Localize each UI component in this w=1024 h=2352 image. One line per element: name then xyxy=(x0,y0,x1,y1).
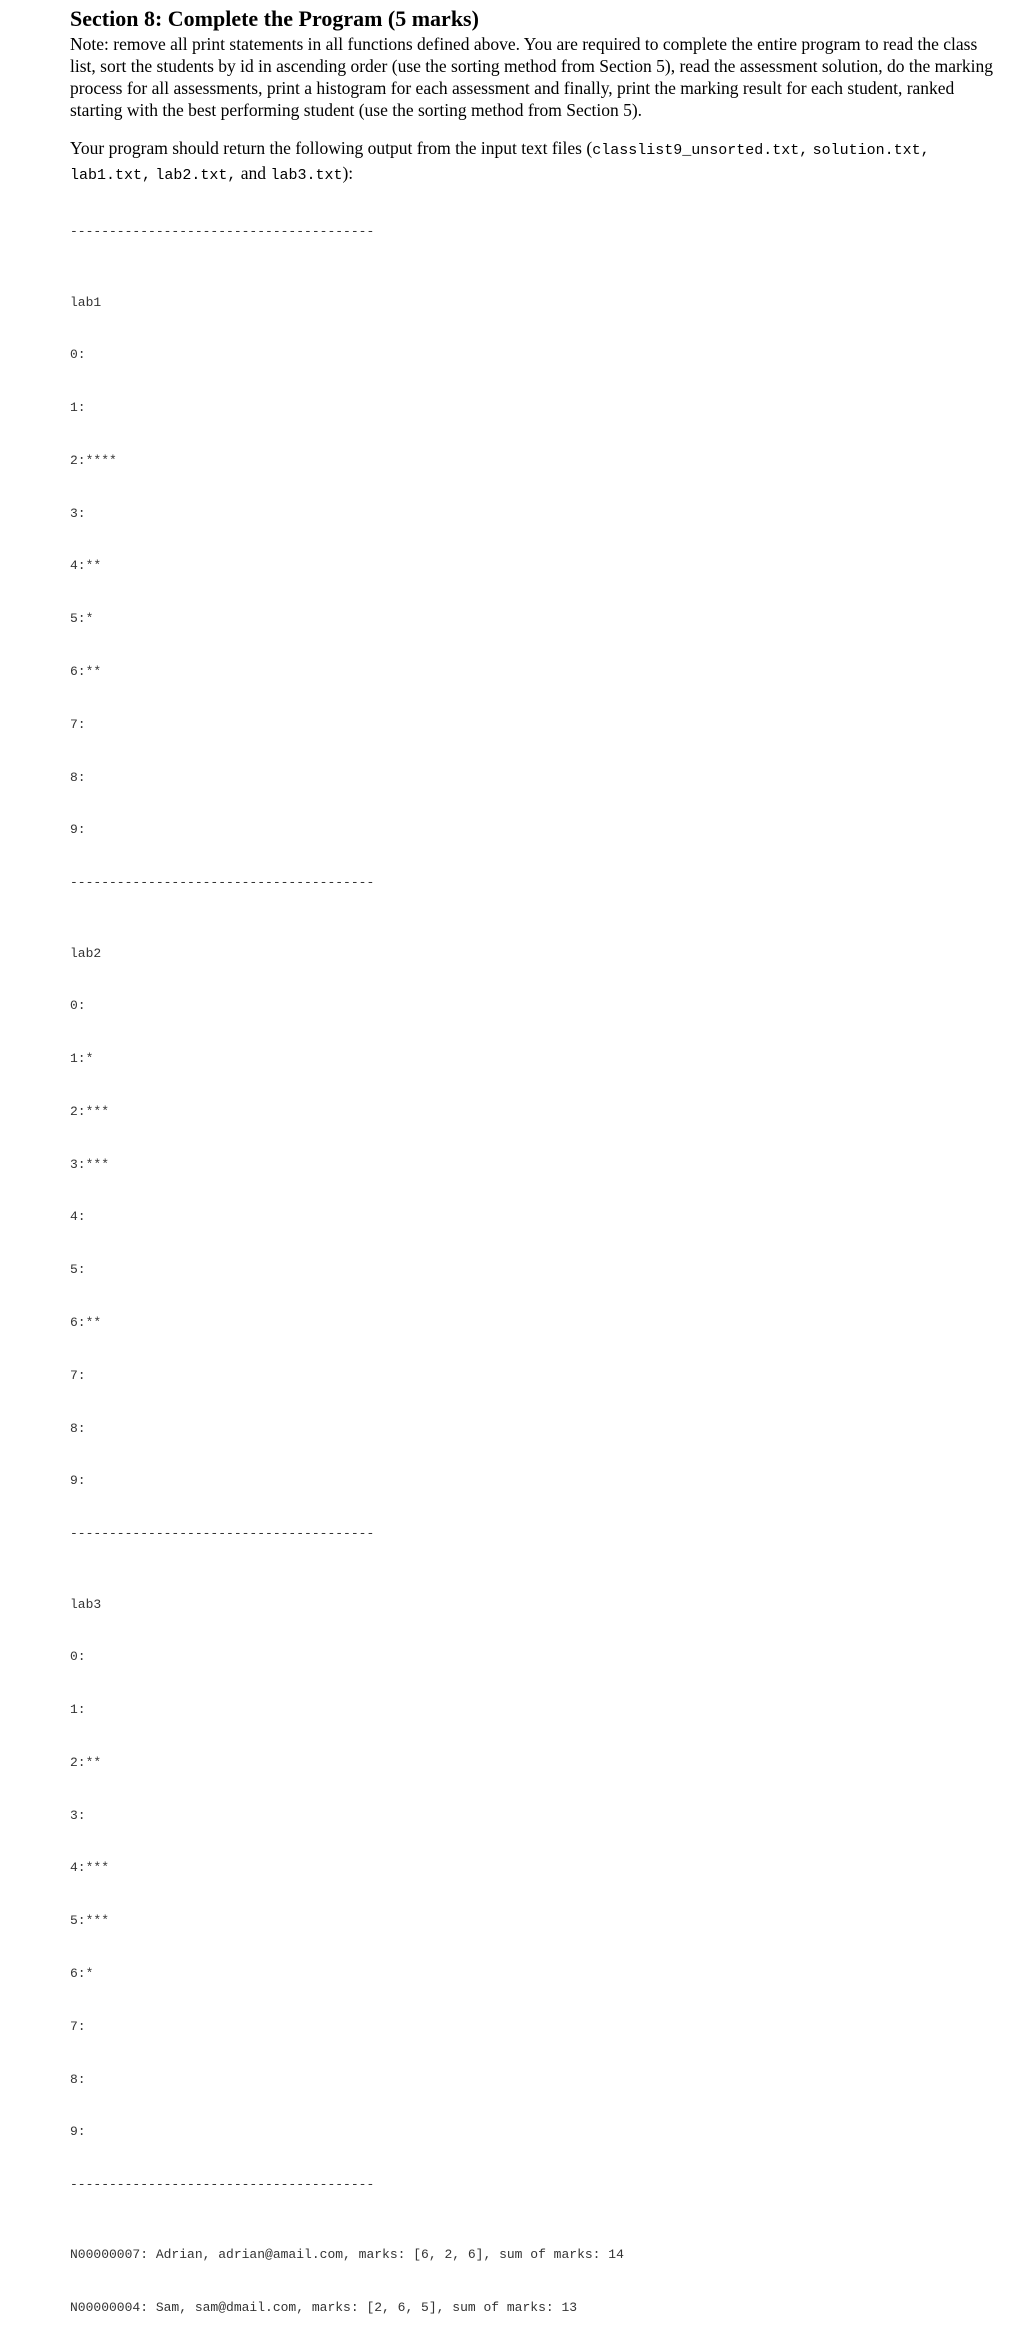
section-note: Note: remove all print statements in all functions defined above. You are required to complete the entire program to read the class list, sort the students by id in ascending order (use the sorting method from Section 5), read the assessment solution, do the marking process for all assessments, print a histogram for each assessment and finally, print the marking result for each student, ranked starting with the best performing student (use the sorting method from Section 5). xyxy=(70,34,993,120)
histogram-row: 9: xyxy=(70,1473,86,1489)
histogram-row: 0: xyxy=(70,347,86,363)
intro-text-1: Your program should return the following output from the input text files ( xyxy=(70,138,593,158)
histogram-title: lab3 xyxy=(70,1596,102,1612)
histogram-row: 5: xyxy=(70,1262,86,1278)
histogram-row: 3: xyxy=(70,505,86,521)
histogram-row: 2:**** xyxy=(70,452,117,468)
histogram-row: 5:* xyxy=(70,611,94,627)
filename-lab2: lab2.txt, xyxy=(155,167,237,184)
histogram-row: 0: xyxy=(70,1649,86,1665)
histogram-row: 2:** xyxy=(70,1754,102,1770)
filename-classlist: classlist9_unsorted.txt, xyxy=(592,142,809,159)
intro-text-and: and xyxy=(240,163,267,183)
histogram-row: 4:** xyxy=(70,558,102,574)
histogram-row: 6:* xyxy=(70,1965,94,1981)
histogram-row: 9: xyxy=(70,822,86,838)
output-separator: --------------------------------------- xyxy=(70,875,375,891)
output-separator: --------------------------------------- xyxy=(70,224,375,240)
histogram-row: 8: xyxy=(70,769,86,785)
histogram-row: 7: xyxy=(70,716,86,732)
filename-solution: solution.txt, xyxy=(812,142,930,159)
student-result-line: N00000007: Adrian, adrian@amail.com, marks: [6, 2, 6], sum of marks: 14 xyxy=(70,2247,624,2263)
student-result-line: N00000004: Sam, sam@dmail.com, marks: [2, 6, 5], sum of marks: 13 xyxy=(70,2300,578,2316)
histogram-row: 1: xyxy=(70,400,86,416)
histogram-row: 0: xyxy=(70,998,86,1014)
histogram-row: 4: xyxy=(70,1209,86,1225)
histogram-row: 9: xyxy=(70,2124,86,2140)
histogram-row: 8: xyxy=(70,2071,86,2087)
program-output xyxy=(70,188,1000,2352)
histogram-row: 3:*** xyxy=(70,1156,110,1172)
histogram-row: 4:*** xyxy=(70,1860,110,1876)
filename-lab1: lab1.txt, xyxy=(70,167,152,184)
histogram-row: 3: xyxy=(70,1807,86,1823)
histogram-row: 7: xyxy=(70,1367,86,1383)
histogram-row: 8: xyxy=(70,1420,86,1436)
section-title: Section 8: Complete the Program (5 marks) xyxy=(70,6,479,31)
output-separator: --------------------------------------- xyxy=(70,1526,375,1542)
histogram-row: 1:* xyxy=(70,1051,94,1067)
intro-text-3: ): xyxy=(342,163,354,183)
output-separator: --------------------------------------- xyxy=(70,2177,375,2193)
histogram-row: 5:*** xyxy=(70,1913,110,1929)
histogram-row: 6:** xyxy=(70,1315,102,1330)
histogram-row: 2:*** xyxy=(70,1103,110,1119)
histogram-title: lab1 xyxy=(70,294,102,310)
histogram-row: 7: xyxy=(70,2018,86,2034)
histogram-row: 1: xyxy=(70,1702,86,1718)
document-page xyxy=(70,6,1000,2352)
filename-lab3: lab3.txt xyxy=(270,167,343,184)
histogram-title: lab2 xyxy=(70,945,102,961)
output-intro xyxy=(70,137,1000,187)
histogram-row: 6:** xyxy=(70,664,102,680)
